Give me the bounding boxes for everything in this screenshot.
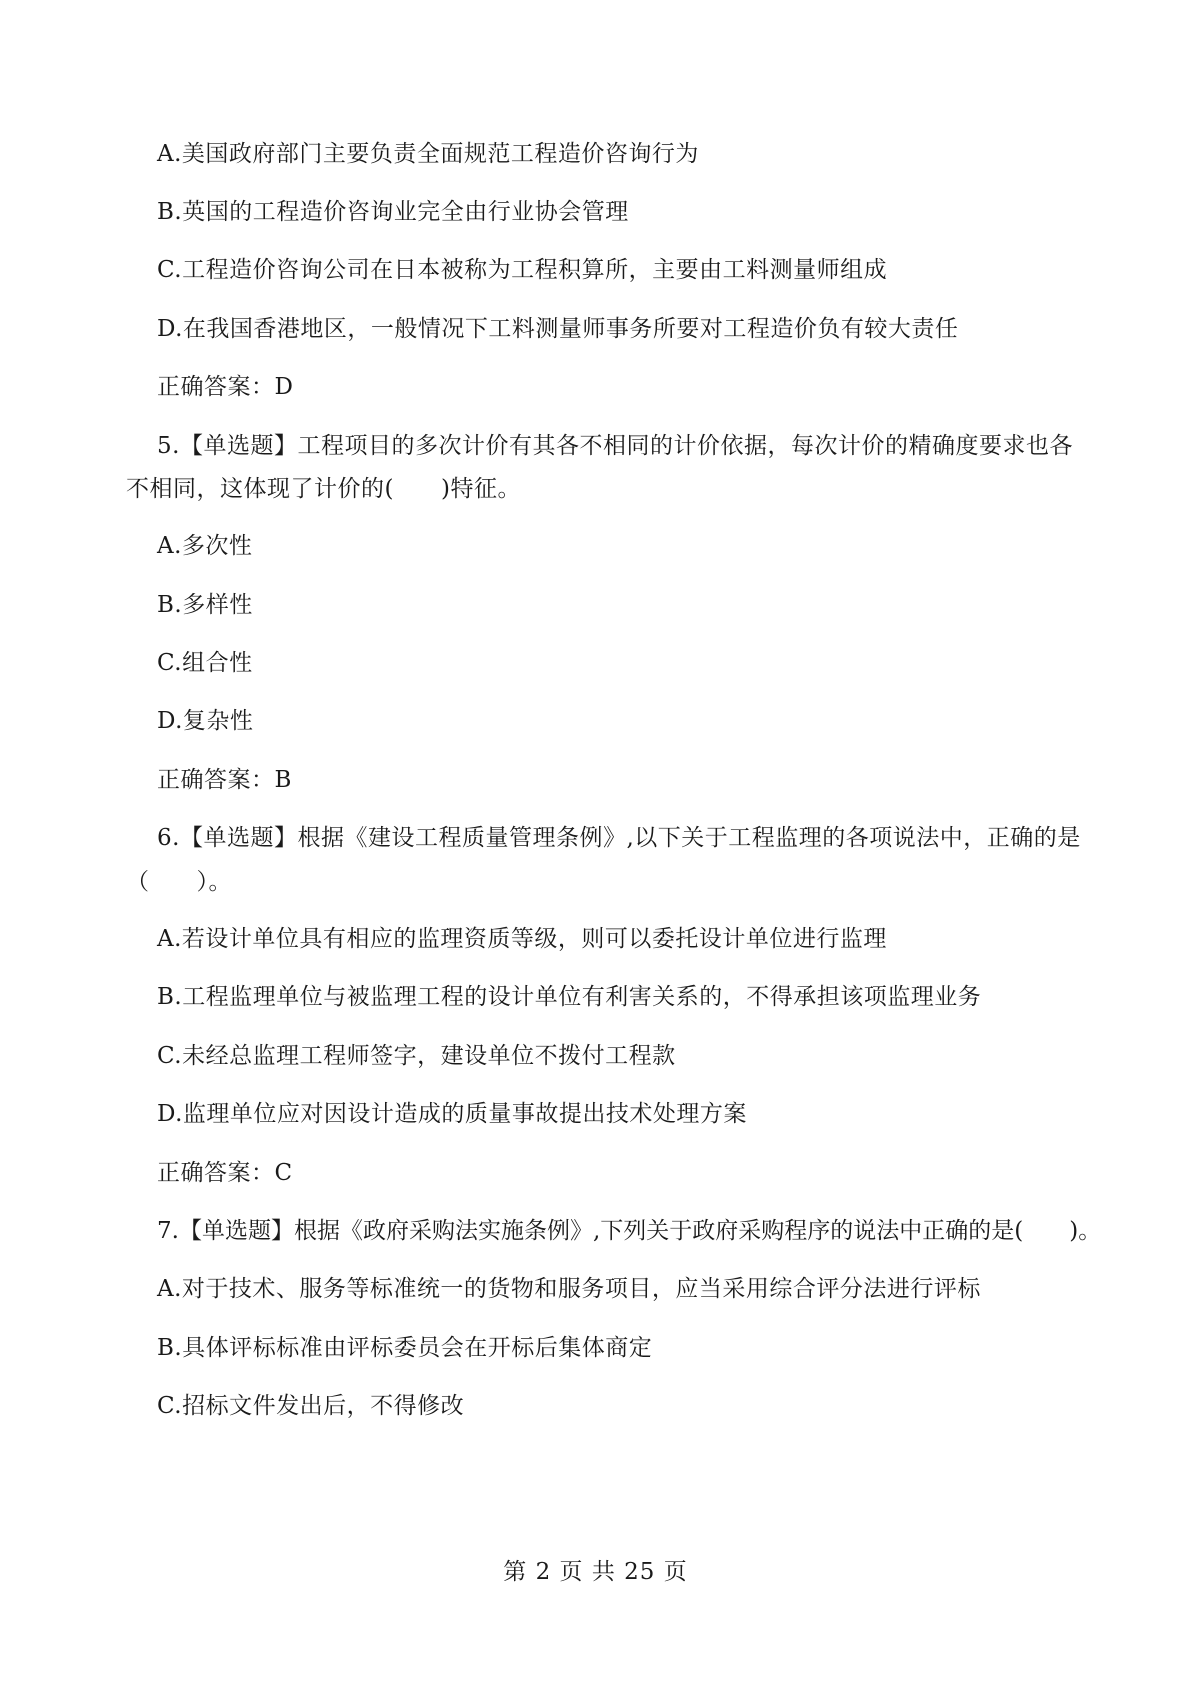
q5-option-c: C.组合性 — [157, 650, 253, 676]
q6-option-c: C.未经总监理工程师签字，建设单位不拨付工程款 — [157, 1043, 676, 1069]
q4-option-a: A.美国政府部门主要负责全面规范工程造价咨询行为 — [157, 141, 699, 167]
q4-option-d: D.在我国香港地区，一般情况下工料测量师事务所要对工程造价负有较大责任 — [157, 316, 959, 342]
q5-stem-line1: 5.【单选题】工程项目的多次计价有其各不相同的计价依据，每次计价的精确度要求也各 — [157, 433, 1073, 459]
q4-option-c: C.工程造价咨询公司在日本被称为工程积算所，主要由工料测量师组成 — [157, 257, 888, 283]
q6-answer: 正确答案：C — [157, 1160, 293, 1186]
q6-stem-line2: （ ）。 — [126, 869, 232, 895]
q5-answer: 正确答案：B — [157, 767, 292, 793]
q7-option-a: A.对于技术、服务等标准统一的货物和服务项目，应当采用综合评分法进行评标 — [157, 1276, 981, 1302]
q7-option-b: B.具体评标标准由评标委员会在开标后集体商定 — [157, 1335, 653, 1361]
q7-stem-line1: 7.【单选题】根据《政府采购法实施条例》,下列关于政府采购程序的说法中正确的是( )。 — [157, 1218, 1102, 1244]
q5-option-d: D.复杂性 — [157, 708, 254, 734]
q5-option-b: B.多样性 — [157, 592, 253, 618]
q5-stem-line2: 不相同，这体现了计价的( )特征。 — [126, 476, 521, 502]
q6-option-b: B.工程监理单位与被监理工程的设计单位有利害关系的，不得承担该项监理业务 — [157, 984, 982, 1010]
q4-option-b: B.英国的工程造价咨询业完全由行业协会管理 — [157, 199, 629, 225]
page-number-footer: 第 2 页 共 25 页 — [503, 1559, 688, 1585]
q4-answer: 正确答案：D — [157, 374, 294, 400]
q6-option-d: D.监理单位应对因设计造成的质量事故提出技术处理方案 — [157, 1101, 747, 1127]
q6-stem-line1: 6.【单选题】根据《建设工程质量管理条例》,以下关于工程监理的各项说法中，正确的是 — [157, 825, 1081, 851]
q6-option-a: A.若设计单位具有相应的监理资质等级，则可以委托设计单位进行监理 — [157, 926, 887, 952]
q7-option-c: C.招标文件发出后，不得修改 — [157, 1393, 465, 1419]
q5-option-a: A.多次性 — [157, 533, 253, 559]
